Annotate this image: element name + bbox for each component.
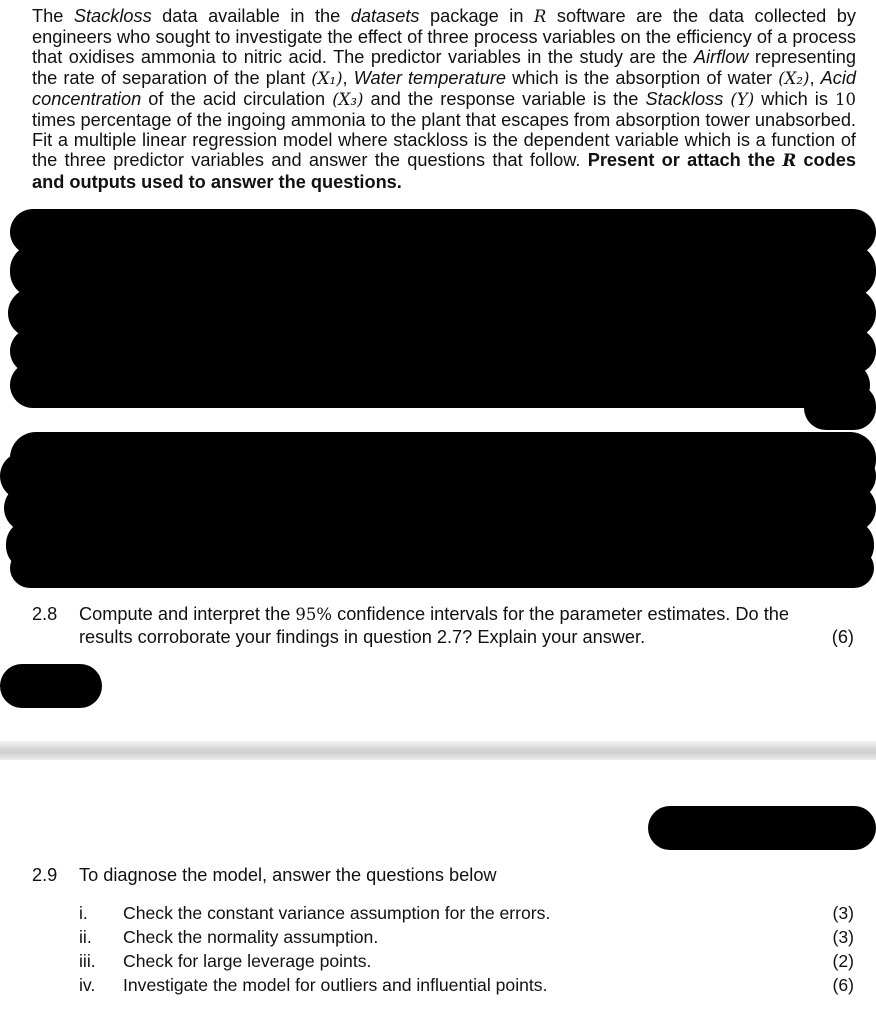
list-item-number: i. bbox=[79, 903, 88, 923]
list-item bbox=[0, 975, 876, 998]
r-symbol: R bbox=[533, 7, 547, 26]
page-divider bbox=[0, 741, 876, 760]
water-temperature-term: Water temperature bbox=[353, 67, 507, 88]
ten-number: 10 bbox=[835, 89, 856, 109]
list-item-number: ii. bbox=[79, 927, 92, 947]
list-item bbox=[0, 927, 876, 950]
question-number: 2.9 bbox=[32, 865, 58, 885]
intro-text: , bbox=[342, 67, 354, 88]
intro-text: of the acid circulation bbox=[141, 88, 333, 109]
list-item bbox=[0, 903, 876, 926]
redaction-block bbox=[10, 362, 870, 408]
question-number: 2.8 bbox=[32, 604, 58, 624]
list-item-marks: (6) bbox=[832, 975, 854, 995]
question-text-part: confidence intervals for the parameter estimates. Do the bbox=[332, 604, 789, 624]
intro-text: software are the data collected by engineers who sought to investigate the effect of three process variables on the efficiency of a process that oxidises ammonia to nitric acid. The predictor variables in the study are the bbox=[32, 6, 856, 68]
datasets-term: datasets bbox=[350, 6, 420, 26]
list-item-text: Check for large leverage points. bbox=[123, 951, 372, 971]
redaction-block bbox=[0, 664, 102, 708]
question-marks: (6) bbox=[831, 627, 854, 647]
question-text: To diagnose the model, answer the questions below bbox=[79, 865, 497, 885]
list-item-number: iii. bbox=[79, 951, 96, 971]
list-item-marks: (3) bbox=[832, 903, 854, 923]
x2-symbol: (X₂) bbox=[778, 68, 810, 88]
y-symbol: (Y) bbox=[730, 89, 755, 109]
list-item-text: Check the constant variance assumption for the errors. bbox=[123, 903, 551, 923]
x1-symbol: (X₁) bbox=[311, 68, 343, 88]
intro-text: representing the rate of separation of the plant bbox=[32, 47, 856, 88]
question-2-8 bbox=[0, 603, 876, 649]
r-symbol: R bbox=[782, 151, 797, 171]
stackloss-term: Stackloss bbox=[73, 6, 152, 26]
intro-text: and the response variable is the bbox=[363, 88, 646, 109]
airflow-term: Airflow bbox=[693, 47, 749, 68]
list-item-text: Check the normality assumption. bbox=[123, 927, 379, 947]
intro-text: , bbox=[809, 67, 821, 88]
instruction-text: codes and outputs used to answer the questions. bbox=[32, 150, 856, 192]
intro-text: times percentage of the ingoing ammonia to the plant that escapes from absorption tower unabsorbed. Fit a multiple linear regression model where stackloss is the dependent variable which is a function of the three predictor variables and answer the questions that follow. bbox=[32, 110, 856, 171]
list-item bbox=[0, 951, 876, 974]
percent-value: 95% bbox=[295, 605, 333, 624]
redaction-block bbox=[10, 548, 874, 588]
intro-text: which is bbox=[754, 88, 835, 109]
question-intro-paragraph bbox=[32, 6, 856, 192]
intro-text: data available in the bbox=[151, 6, 351, 26]
stackloss-term: Stackloss bbox=[645, 88, 724, 109]
list-item-marks: (3) bbox=[832, 927, 854, 947]
question-text bbox=[79, 603, 799, 626]
intro-text: The bbox=[32, 6, 74, 26]
question-text-line-2: results corroborate your findings in question 2.7? Explain your answer. bbox=[79, 627, 646, 647]
redaction-block bbox=[648, 806, 876, 850]
question-text-part: Compute and interpret the bbox=[79, 604, 296, 624]
list-item-number: iv. bbox=[79, 975, 96, 995]
intro-text: package in bbox=[419, 6, 534, 26]
question-2-9 bbox=[0, 864, 876, 886]
list-item-text: Investigate the model for outliers and influential points. bbox=[123, 975, 548, 995]
acid-concentration-term: Acid concentration bbox=[32, 67, 857, 109]
x3-symbol: (X₃) bbox=[332, 89, 364, 109]
redaction-block bbox=[804, 384, 876, 430]
intro-text: which is the absorption of water bbox=[506, 67, 779, 88]
list-item-marks: (2) bbox=[832, 951, 854, 971]
instruction-text: Present or attach the bbox=[587, 150, 783, 171]
